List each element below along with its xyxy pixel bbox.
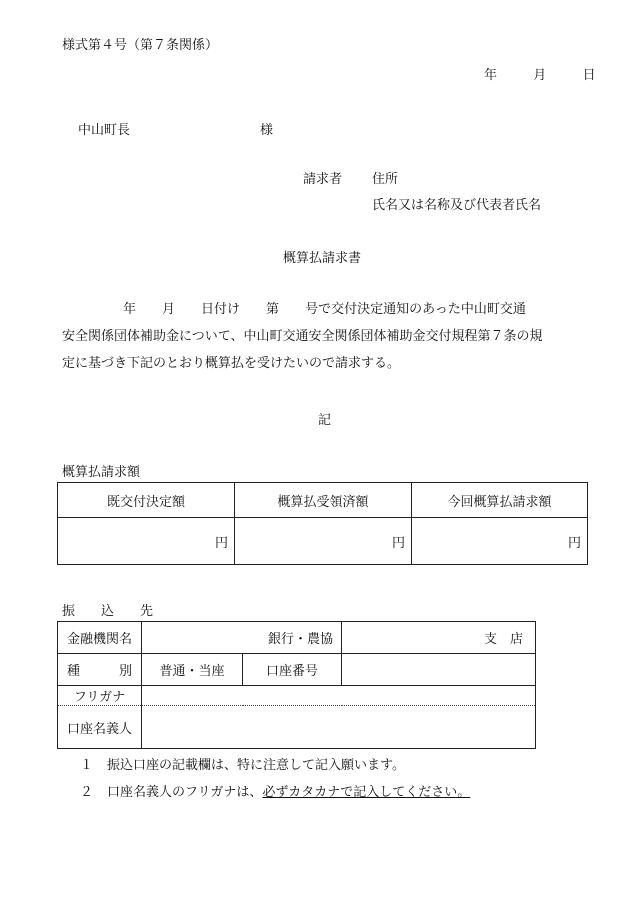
account-type-label: 種 別: [58, 654, 142, 686]
address-label: 住所: [372, 172, 399, 187]
amount-section-label: 概算払請求額: [62, 465, 141, 480]
amount-header-decided: 既交付決定額: [58, 483, 235, 518]
date-month: 月: [533, 68, 547, 83]
amount-requested-cell[interactable]: 円: [412, 518, 588, 565]
note-2-number: ２: [80, 785, 94, 800]
form-number: 様式第４号（第７条関係）: [62, 38, 219, 53]
body-line-3: 定に基づき下記のとおり概算払を受けたいので請求する。: [62, 356, 401, 371]
bank-name-cell[interactable]: 銀行・農協: [142, 622, 342, 654]
document-title: 概算払請求書: [283, 251, 362, 266]
furigana-label: フリガナ: [58, 686, 142, 706]
applicant-label: 請求者: [303, 172, 343, 187]
amount-decided-cell[interactable]: 円: [58, 518, 235, 565]
account-number-cell[interactable]: [342, 654, 536, 686]
amount-header-requested: 今回概算払請求額: [412, 483, 588, 518]
addressee-name: 中山町長: [78, 123, 131, 138]
body-year: 年: [123, 302, 137, 317]
date-year: 年: [484, 68, 498, 83]
note-1: [80, 754, 405, 773]
holder-cell[interactable]: [142, 706, 536, 749]
amount-table: [57, 482, 588, 565]
date-day: 日: [582, 68, 596, 83]
body-day: 日付け: [201, 302, 241, 317]
account-number-label: 口座番号: [243, 654, 342, 686]
name-label: 氏名又は名称及び代表者氏名: [372, 198, 542, 213]
note-2-underlined: 必ずカタカナで記入してください。: [262, 785, 471, 800]
branch-cell[interactable]: 支 店: [342, 622, 536, 654]
bank-table: [57, 621, 536, 749]
note-2-text: 口座名義人のフリガナは、: [107, 785, 263, 800]
date-line: [484, 64, 596, 83]
account-kind-cell[interactable]: 普通・当座: [142, 654, 243, 686]
body-line-2: 安全関係団体補助金について、中山町交通安全関係団体補助金交付規程第７条の規: [62, 329, 543, 344]
addressee-honorific: 様: [260, 123, 274, 138]
body-line1-rest: 号で交付決定通知のあった中山町交通: [305, 302, 526, 317]
ki-mark: 記: [318, 413, 332, 428]
bank-name-label: 金融機関名: [58, 622, 142, 654]
holder-label: 口座名義人: [58, 706, 142, 749]
body-month: 月: [162, 302, 176, 317]
transfer-section-label: 振 込 先: [62, 604, 154, 619]
body-number-prefix: 第: [266, 302, 280, 317]
body-text: [62, 296, 584, 377]
note-1-number: １: [80, 758, 94, 773]
note-1-text: 振込口座の記載欄は、特に注意して記入願います。: [107, 758, 405, 773]
note-2: [80, 781, 470, 800]
furigana-cell[interactable]: [142, 686, 536, 706]
body-line-1: [62, 296, 584, 323]
amount-received-cell[interactable]: 円: [235, 518, 412, 565]
amount-header-received: 概算払受領済額: [235, 483, 412, 518]
